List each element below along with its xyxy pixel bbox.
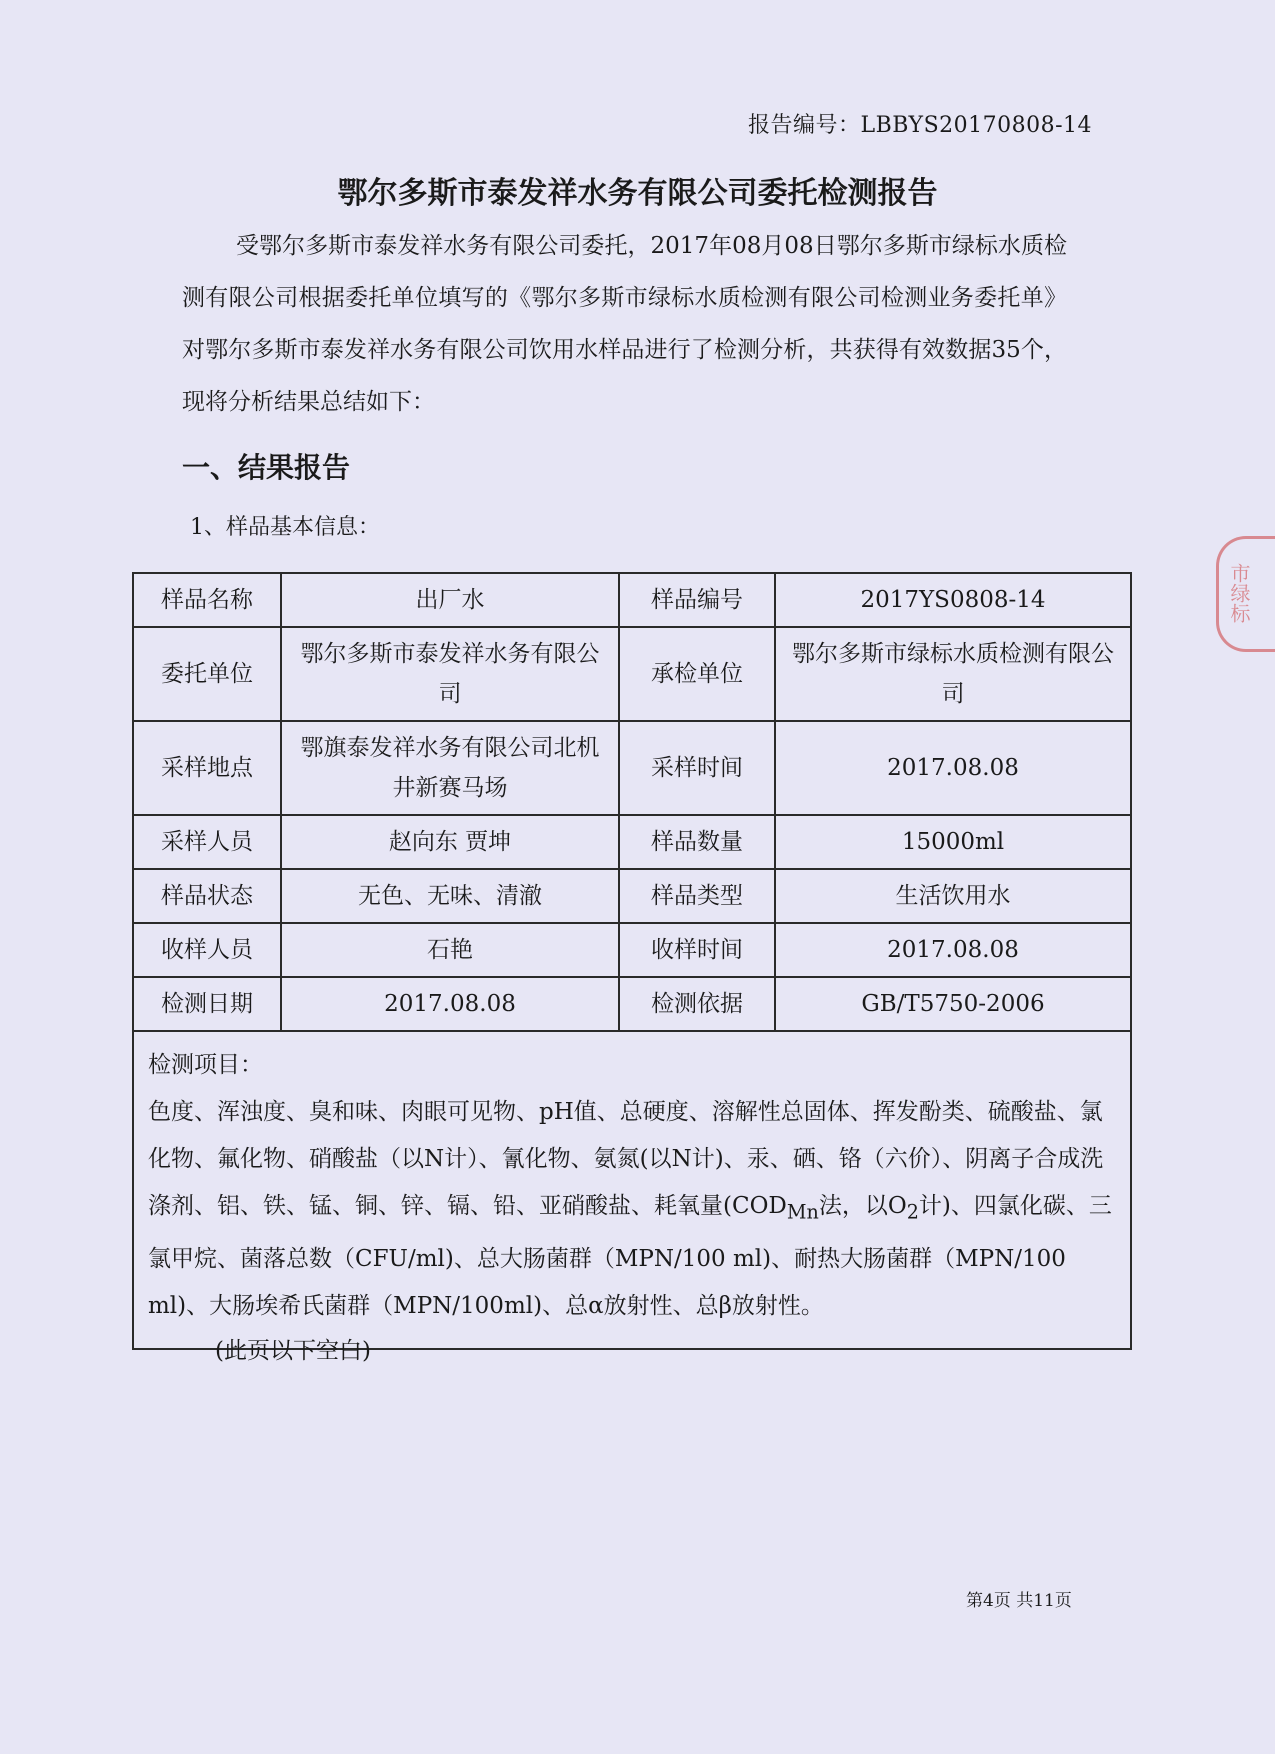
table-row (133, 1031, 1131, 1349)
seal-stamp-text: 市绿标 (1227, 563, 1251, 623)
table-row (133, 815, 1131, 869)
table-row (133, 573, 1131, 627)
test-items-text: 色度、浑浊度、臭和味、肉眼可见物、pH值、总硬度、溶解性总固体、挥发酚类、硫酸盐、氯化物、氟化物、硝酸盐（以N计）、氰化物、氨氮(以N计)、汞、硒、铬（六价）、阴离子合成洗涤剂、铝、铁、锰、铜、锌、镉、铅、亚硝酸盐、耗氧量(COD (148, 1099, 1104, 1219)
intro-paragraph: 受鄂尔多斯市泰发祥水务有限公司委托，2017年08月08日鄂尔多斯市绿标水质检测有限公司根据委托单位填写的《鄂尔多斯市绿标水质检测有限公司检测业务委托单》对鄂尔多斯市泰发祥水务有限公司饮用水样品进行了检测分析，共获得有效数据35个，现将分析结果总结如下： (182, 233, 1067, 415)
table-cell: 2017.08.08 (775, 923, 1131, 977)
test-items-cell (133, 1031, 1131, 1349)
table-cell: 出厂水 (281, 573, 619, 627)
seal-stamp (1216, 536, 1275, 652)
test-items-list (148, 1089, 1116, 1330)
table-cell: 检测依据 (619, 977, 775, 1031)
subscript-2: 2 (906, 1200, 919, 1224)
table-cell: 赵向东 贾坤 (281, 815, 619, 869)
table-row (133, 721, 1131, 815)
subsection-heading: 1、样品基本信息： (190, 515, 380, 540)
section-heading: 一、结果报告 (182, 451, 351, 484)
table-cell: 2017YS0808-14 (775, 573, 1131, 627)
table-cell: 收样人员 (133, 923, 281, 977)
page-number: 第4页 共11页 (966, 1591, 1072, 1611)
table-cell: 15000ml (775, 815, 1131, 869)
table-cell: 2017.08.08 (775, 721, 1131, 815)
table-cell: 鄂尔多斯市绿标水质检测有限公司 (775, 627, 1131, 721)
table-cell: 收样时间 (619, 923, 775, 977)
table-cell: 采样地点 (133, 721, 281, 815)
table-cell: 样品编号 (619, 573, 775, 627)
table-row (133, 627, 1131, 721)
table-cell: 采样人员 (133, 815, 281, 869)
table-cell: 样品状态 (133, 869, 281, 923)
subscript-mn: Mn (786, 1200, 819, 1224)
table-cell: 生活饮用水 (775, 869, 1131, 923)
table-cell: 采样时间 (619, 721, 775, 815)
table-row (133, 977, 1131, 1031)
table-cell: 委托单位 (133, 627, 281, 721)
table-cell: 样品类型 (619, 869, 775, 923)
table-cell: 无色、无味、清澈 (281, 869, 619, 923)
report-title: 鄂尔多斯市泰发祥水务有限公司委托检测报告 (337, 176, 938, 211)
table-row (133, 869, 1131, 923)
sample-info-table (132, 572, 1132, 1350)
test-items-text: 法，以O (818, 1193, 907, 1219)
table-cell: 承检单位 (619, 627, 775, 721)
table-cell: 样品名称 (133, 573, 281, 627)
table-cell: 鄂尔多斯市泰发祥水务有限公司 (281, 627, 619, 721)
table-cell: 石艳 (281, 923, 619, 977)
table-cell: GB/T5750-2006 (775, 977, 1131, 1031)
table-cell: 检测日期 (133, 977, 281, 1031)
test-items-text: 计)、四氯化碳、三氯甲烷、菌落总数（CFU/ml)、总大肠菌群（MPN/100 ml)、耐热大肠菌群（MPN/100 ml)、大肠埃希氏菌群（MPN/100ml)、总α放射性、总β放射性。 (148, 1193, 1112, 1319)
table-cell: 鄂旗泰发祥水务有限公司北机井新赛马场 (281, 721, 619, 815)
table-cell: 2017.08.08 (281, 977, 619, 1031)
test-items-label: 检测项目： (148, 1052, 263, 1078)
blank-note: (此页以下空白) (215, 1338, 371, 1364)
report-number: 报告编号：LBBYS20170808-14 (748, 113, 1093, 138)
table-row (133, 923, 1131, 977)
table-cell: 样品数量 (619, 815, 775, 869)
